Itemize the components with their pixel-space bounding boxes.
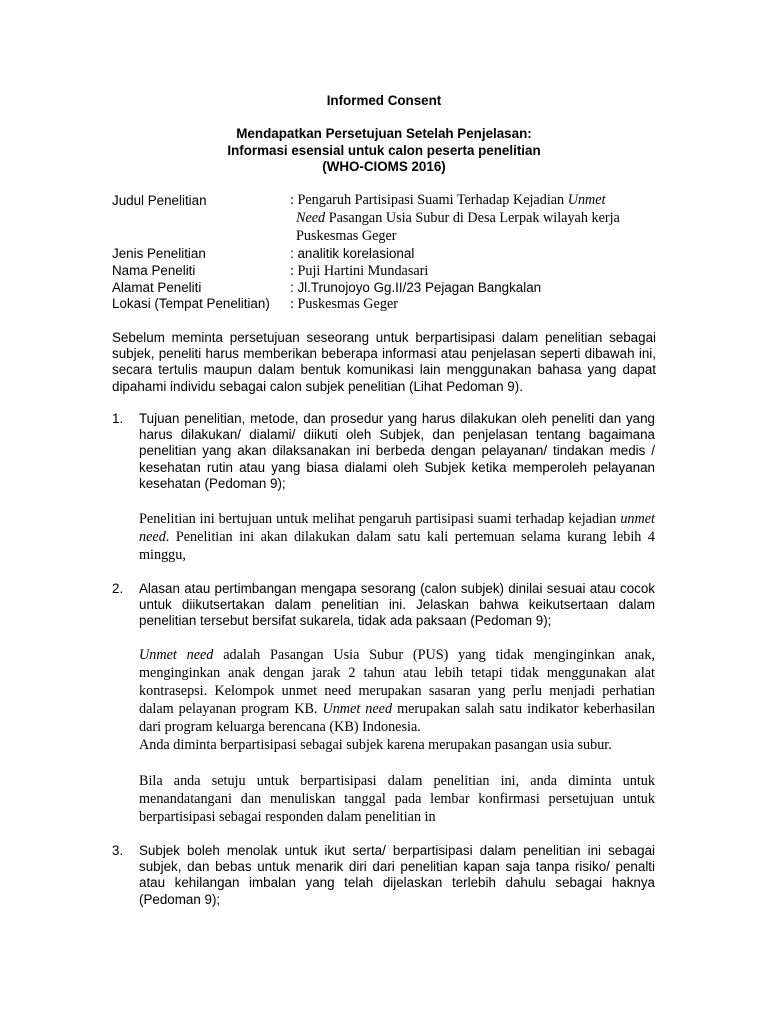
- field-value-lokasi: : Puskesmas Geger: [290, 296, 398, 312]
- list-item-number-1: 1.: [112, 411, 124, 426]
- list-item-answer-2-para-2: Anda diminta berpartisipasi sebagai subjek karena merupakan pasangan usia subur.: [139, 737, 612, 753]
- field-label-judul: Judul Penelitian: [112, 193, 207, 208]
- field-value-jenis: : analitik korelasional: [290, 246, 415, 261]
- field-label-nama: Nama Peneliti: [112, 263, 196, 278]
- list-item-answer-2: Unmet need adalah Pasangan Usia Subur (PUS) yang tidak menginginkan anak, menginginkan anak dengan jarak 2 tahun atau lebih tetapi tidak menggunakan alat kontrasepsi. Kelompok unmet need merupakan sasaran yang perlu menjadi perhatian dalam pelayanan program KB. Unmet need merupakan salah satu indikator keberhasilan dari program keluarga berencana (KB) Indonesia.: [139, 647, 655, 735]
- list-item-text-1: Tujuan penelitian, metode, dan prosedur yang harus dilakukan oleh peneliti dan yang harus dilakukan/ dialami/ diikuti oleh Subjek, dan penjelasan tentang bagaimana penelitian yang akan dilaksanakan ini berbeda dengan pelayanan/ tindakan medis / kesehatan rutin atau yang biasa dialami oleh Subjek ketika memperoleh pelayanan kesehatan (Pedoman 9);: [139, 411, 655, 491]
- subtitle-line-2: Informasi esensial untuk calon peserta penelitian: [227, 143, 541, 158]
- intro-paragraph: Sebelum meminta persetujuan seseorang untuk berpartisipasi dalam penelitian sebagai subjek, peneliti harus memberikan beberapa informasi atau penjelasan seperti dibawah ini, secara tertulis maupun dalam bentuk komunikasi lain menggunakan bahasa yang dapat dipahami individu sebagai calon subjek penelitian (Lihat Pedoman 9).: [112, 330, 656, 394]
- list-item-answer-2-para-3: Bila anda setuju untuk berpartisipasi dalam penelitian ini, anda diminta untuk menandatangani dan menuliskan tanggal pada lembar konfirmasi persetujuan untuk berpartisipasi sebagai responden dalam penelitian in: [139, 773, 655, 825]
- list-item-answer-1: Penelitian ini bertujuan untuk melihat pengaruh partisipasi suami terhadap kejadian unmet need. Penelitian ini akan dilakukan dalam satu kali pertemuan selama kurang lebih 4 minggu,: [139, 511, 655, 563]
- field-label-alamat: Alamat Peneliti: [112, 280, 202, 295]
- subtitle-line-1: Mendapatkan Persetujuan Setelah Penjelasan:: [236, 126, 532, 141]
- field-label-jenis: Jenis Penelitian: [112, 246, 206, 261]
- list-item-number-2: 2.: [112, 581, 124, 596]
- list-item-text-3: Subjek boleh menolak untuk ikut serta/ berpartisipasi dalam penelitian ini sebagai subjek, dan bebas untuk menarik diri dari penelitian kapan saja tanpa risiko/ penalti atau kehilangan imbalan yang telah dijelaskan terlebih dahulu sebagai haknya (Pedoman 9);: [139, 843, 655, 907]
- list-item-text-2: Alasan atau pertimbangan mengapa sesorang (calon subjek) dinilai sesuai atau cocok untuk diikutsertakan dalam penelitian ini. Jelaskan bahwa keikutsertaan dalam penelitian tersebut bersifat sukarela, tidak ada paksaan (Pedoman 9);: [139, 581, 655, 629]
- field-value-nama: : Puji Hartini Mundasari: [290, 263, 429, 279]
- field-value-alamat: : Jl.Trunojoyo Gg.II/23 Pejagan Bangkalan: [290, 280, 542, 295]
- list-item-number-3: 3.: [112, 843, 124, 858]
- document-title: Informed Consent: [326, 93, 442, 108]
- field-value-judul: : Pengaruh Partisipasi Suami Terhadap Kejadian Unmet Need Pasangan Usia Subur di Desa Lerpak wilayah kerja Puskesmas Geger: [290, 192, 620, 244]
- field-label-lokasi: Lokasi (Tempat Penelitian): [112, 296, 270, 311]
- subtitle-line-3: (WHO-CIOMS 2016): [322, 159, 446, 174]
